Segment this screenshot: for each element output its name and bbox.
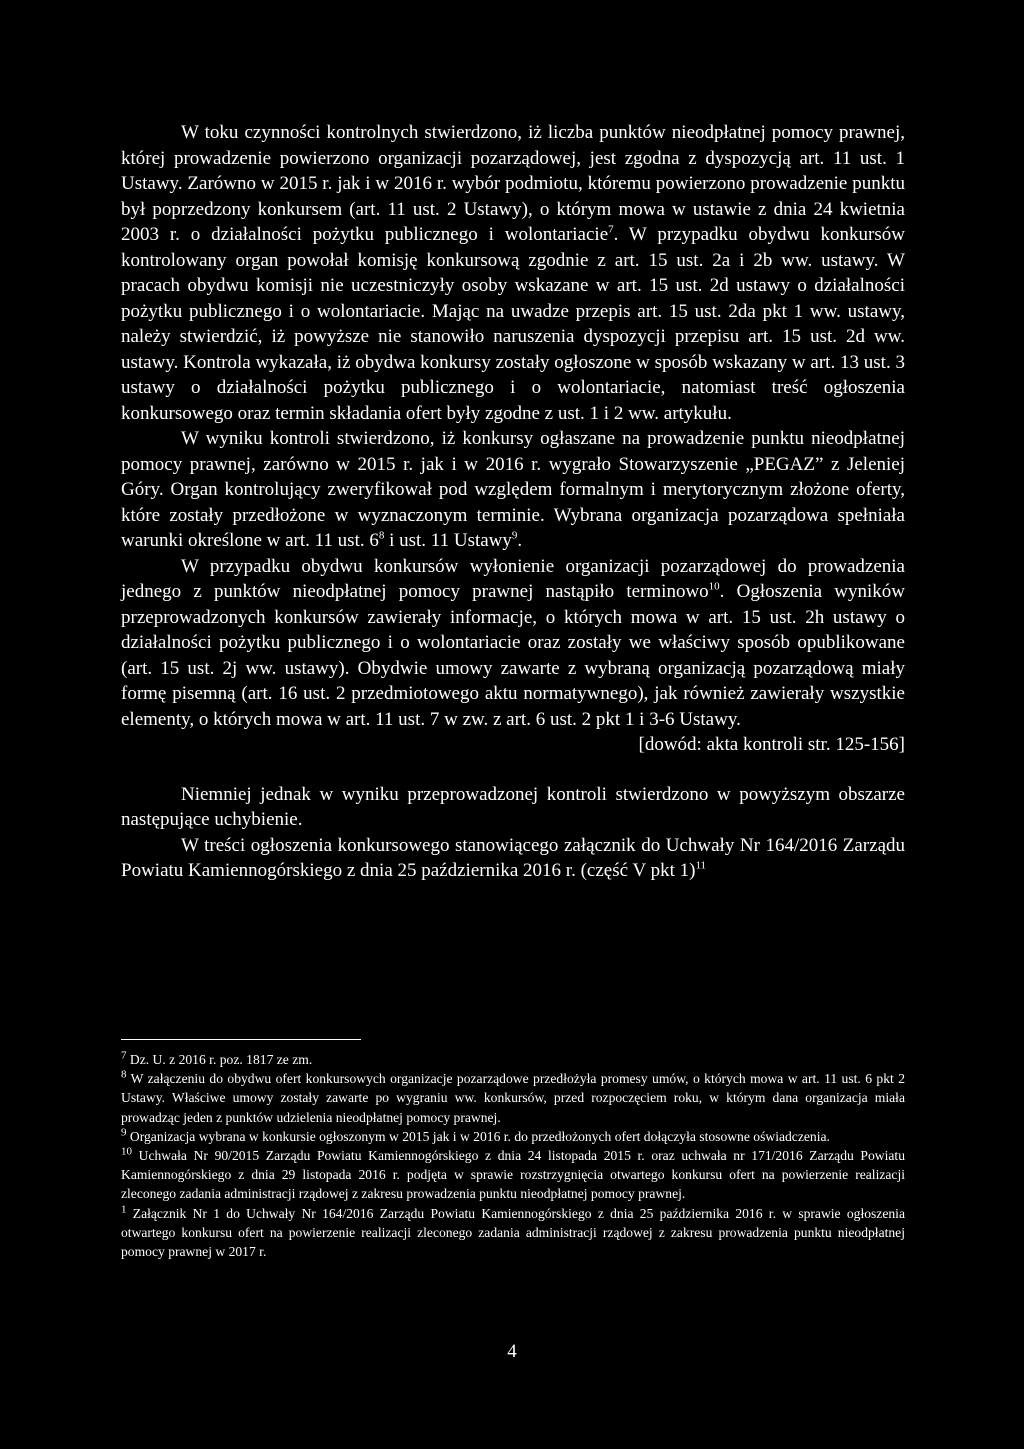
- footnote: [121, 1127, 905, 1146]
- paragraph-text: W przypadku obydwu konkursów wyłonienie organizacji pozarządowej do prowadzenia jednego z punktów nieodpłatnej pomocy prawnej nastąpiło terminowo: [121, 555, 905, 602]
- paragraph-text: .: [517, 530, 523, 551]
- paragraph-text: W wyniku kontroli stwierdzono, iż konkursy ogłaszane na prowadzenie punktu nieodpłatnej pomocy prawnej, zarówno w 2015 r. jak i w 2016 r. wygrało Stowarzyszenie „PEGAZ” z Jeleniej Góry. Organ kontrolujący zweryfikował pod względem formalnym i merytorycznym złożone oferty, które zostały przedłożone w wyznaczonym terminie. Wybrana organizacja pozarządowa spełniała warunki określone w art. 11 ust. 6: [121, 428, 905, 551]
- paragraph-text: i ust. 11 Ustawy: [384, 530, 512, 551]
- footnote-reference: 7: [608, 223, 614, 236]
- evidence-reference: [dowód: akta kontroli str. 125-156]: [638, 734, 905, 755]
- footnote-mark: 9: [121, 1126, 127, 1139]
- page-number: 4: [507, 1341, 517, 1362]
- paragraph-gap: [121, 758, 905, 782]
- footnotes: [121, 1050, 905, 1261]
- footnote: [121, 1069, 905, 1127]
- footnote-mark: 1: [121, 1203, 127, 1216]
- paragraph: [121, 782, 905, 833]
- footnote-text: Uchwała Nr 90/2015 Zarządu Powiatu Kamiennogórskiego z dnia 24 listopada 2015 r. oraz uchwała nr 171/2016 Zarządu Powiatu Kamiennogórskiego z dnia 29 listopada 2016 r. podjęta w sprawie rozstrzygnięcia otwartego konkursu ofert na powierzenie realizacji zleconego zadania administracji rządowej z zakresu prowadzenia punktu nieodpłatnej pomocy prawnej.: [121, 1148, 905, 1202]
- paragraph: [121, 426, 905, 554]
- paragraph-text: W toku czynności kontrolnych stwierdzono, iż liczba punktów nieodpłatnej pomocy prawnej, której prowadzenie powierzono organizacji pozarządowej, jest zgodna z dyspozycją art. 11 ust. 1 Ustawy. Zarówno w 2015 r. jak i w 2016 r. wybór podmiotu, któremu powierzono prowadzenie punktu był poprzedzony konkursem (art. 11 ust. 2 Ustawy), o którym mowa w ustawie z dnia 24 kwietnia 2003 r. o działalności pożytku publicznego i wolontariacie: [121, 122, 905, 245]
- paragraph-text: . Ogłoszenia wyników przeprowadzonych konkursów zawierały informacje, o których mowa w art. 15 ust. 2h ustawy o działalności pożytku publicznego i o wolontariacie oraz zostały we właściwy sposób opublikowane (art. 15 ust. 2j ww. ustawy). Obydwie umowy zawarte z wybraną organizacją pozarządową miały formę pisemną (art. 16 ust. 2 przedmiotowego aktu normatywnego), jak również zawierały wszystkie elementy, o których mowa w art. 11 ust. 7 w zw. z art. 6 ust. 2 pkt 1 i 3-6 Ustawy.: [121, 581, 906, 730]
- footnote-reference: 11: [695, 859, 707, 872]
- footnote: [121, 1204, 905, 1262]
- paragraph: [121, 833, 905, 884]
- footnote-reference: 9: [511, 529, 518, 542]
- paragraph: [121, 554, 905, 733]
- footnote: [121, 1146, 905, 1204]
- footnote: [121, 1050, 905, 1069]
- paragraph-text: . W przypadku obydwu konkursów kontrolowany organ powołał komisję konkursową zgodnie z art. 15 ust. 2a i 2b ww. ustawy. W pracach obydwu komisji nie uczestniczyły osoby wskazane w art. 15 ust. 2d ustawy o działalności pożytku publicznego i o wolontariacie. Mając na uwadze przepis art. 15 ust. 2da pkt 1 ww. ustawy, należy stwierdzić, iż powyższe nie stanowiło naruszenia dyspozycji przepisu art. 15 ust. 2d ww. ustawy. Kontrola wykazała, iż obydwa konkursy zostały ogłoszone w sposób wskazany w art. 13 ust. 3 ustawy o działalności pożytku publicznego i o wolontariacie, natomiast treść ogłoszenia konkursowego oraz termin składania ofert były zgodne z ust. 1 i 2 ww. artykułu.: [121, 224, 905, 424]
- paragraph-text: W treści ogłoszenia konkursowego stanowiącego załącznik do Uchwały Nr 164/2016 Zarządu Powiatu Kamiennogórskiego z dnia 25 października 2016 r. (część V pkt 1): [121, 834, 905, 881]
- footnote-text: Dz. U. z 2016 r. poz. 1817 ze zm.: [126, 1052, 313, 1067]
- paragraph-text: Niemniej jednak w wyniku przeprowadzonej kontroli stwierdzono w powyższym obszarze następujące uchybienie.: [121, 783, 905, 830]
- footnote-text: Organizacja wybrana w konkursie ogłoszonym w 2015 jak i w 2016 r. do przedłożonych ofert dołączyła stosowne oświadczenia.: [126, 1128, 830, 1144]
- finding-text: [121, 782, 905, 884]
- footnote-reference: 8: [378, 529, 385, 542]
- footnote-text: Załącznik Nr 1 do Uchwały Nr 164/2016 Zarządu Powiatu Kamiennogórskiego z dnia 25 października 2016 r. w sprawie ogłoszenia otwartego konkursu ofert na powierzenie realizacji zleconego zadania administracji rządowej z zakresu prowadzenia punktu nieodpłatnej pomocy prawnej w 2017 r.: [121, 1205, 905, 1260]
- footnote-mark: 8: [121, 1068, 127, 1081]
- footnote-mark: 10: [121, 1145, 132, 1158]
- footnote-text: W załączeniu do obydwu ofert konkursowych organizacje pozarządowe przedłożyła promesy umów, o których mowa w art. 11 ust. 6 pkt 2 Ustawy. Właściwe umowy zostały zawarte po wygraniu ww. konkursów, przed rozpoczęciem roku, w którym dana organizacja miała prowadząc jeden z punktów udzielenia nieodpłatnej pomocy prawnej.: [121, 1071, 905, 1125]
- document-body: [121, 120, 905, 884]
- footnote-mark: 7: [121, 1049, 127, 1062]
- paragraph: [121, 120, 905, 426]
- footnote-reference: 10: [708, 580, 720, 593]
- main-text: [121, 120, 905, 732]
- footnote-separator: [121, 1039, 361, 1040]
